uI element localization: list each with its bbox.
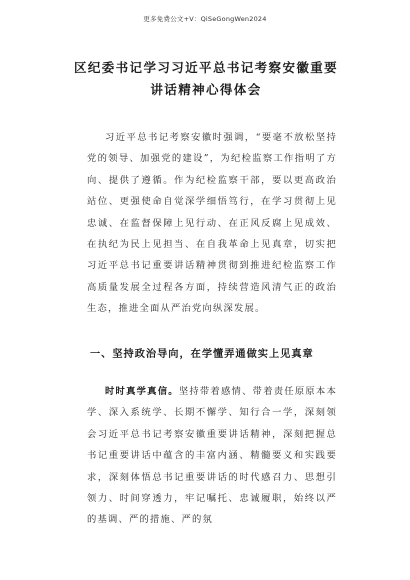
paragraph-body-text: 坚持带着感情、带着责任原原本本学、深入系统学、长期不懈学、知行合一学，深刻领会习近平总书记考察安徽重要讲话精神，深刻把握总书记重要讲话中蕴含的丰富内涵、精髓要义和实践要求，深刻体悟总书记重要讲话的时代感召力、思想引领力、时间穿透力，牢记嘱托、忠诚履职，始终以严的基调、严的措施、严的氛: [87, 386, 337, 526]
paragraph-lead-phrase: 时时真学真信。: [105, 386, 179, 397]
section-heading-1: 一、坚持政治导向，在学懂弄通做实上见真章: [90, 349, 314, 360]
document-title: 区纪委书记学习习近平总书记考察安徽重要讲话精神心得体会: [73, 60, 339, 97]
watermark-header: 更多免费公文+V：QiSeGongWen2024: [143, 15, 267, 23]
paragraph-intro: 习近平总书记考察安徽时强调，“要毫不放松坚持党的领导、加强党的建设”，为纪检监察工作指明了方向、提供了遵循。作为纪检监察干部，要以更高政治站位、更强使命自觉深学细悟笃行，在学习贯彻上见忠诚、在监督保障上见行动、在正风反腐上见成效、在执纪为民上见担当、在自我革命上见真章，切实把习近平总书记重要讲话精神贯彻到推进纪检监察工作高质量发展全过程各方面，持续营造风清气正的政治生态，推进全面从严治党向纵深发展。: [87, 132, 337, 315]
paragraph-study: [87, 381, 337, 531]
